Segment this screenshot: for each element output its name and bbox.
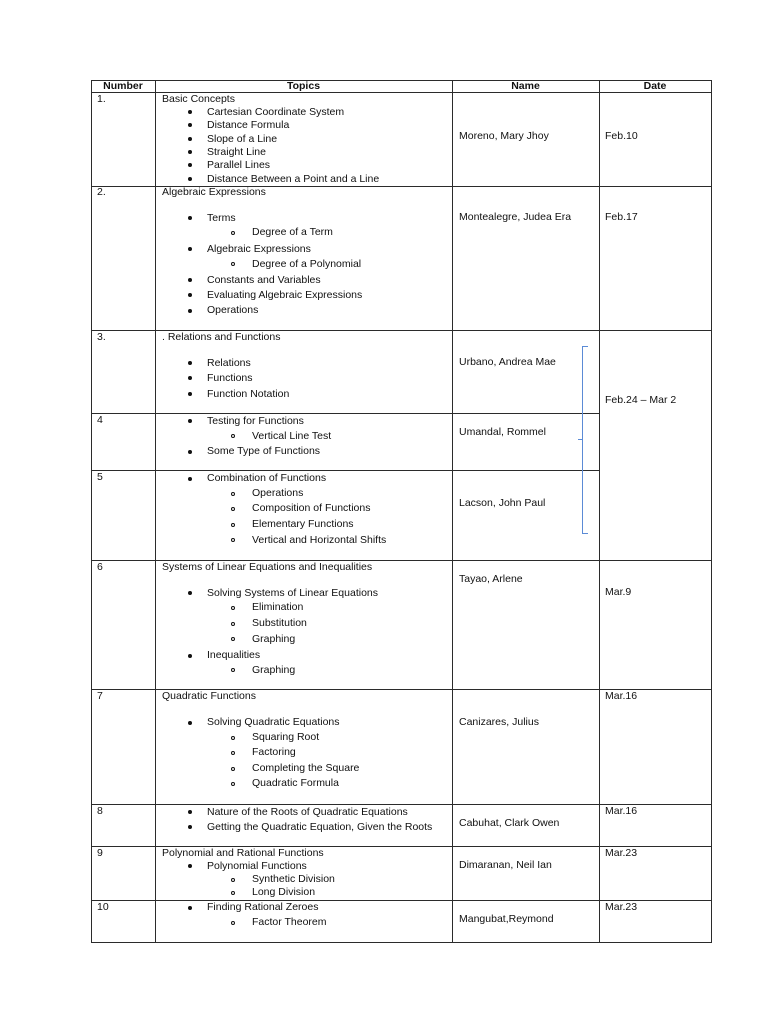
topic-subitem: Synthetic Division	[252, 873, 335, 885]
topic-item: Relations	[207, 357, 251, 369]
topic-subitem: Factor Theorem	[252, 916, 327, 928]
bullet-icon	[188, 293, 192, 297]
header-date: Date	[643, 80, 667, 92]
topic-subitem: Vertical and Horizontal Shifts	[252, 534, 387, 546]
topic-subitem: Long Division	[252, 886, 316, 898]
topic-item: Solving Quadratic Equations	[207, 716, 340, 728]
bullet-icon	[188, 123, 192, 127]
student-name: Canizares, Julius	[459, 716, 539, 728]
topic-item: Solving Systems of Linear Equations	[207, 587, 379, 599]
topic-subitem: Factoring	[252, 746, 296, 758]
table-border-left	[91, 80, 92, 943]
row-number: 1.	[97, 93, 106, 105]
topic-title: Algebraic Expressions	[162, 186, 266, 198]
student-name: Lacson, John Paul	[459, 497, 546, 509]
row-number: 5	[97, 471, 103, 483]
topic-title: Basic Concepts	[162, 93, 235, 105]
topic-item: Operations	[207, 304, 259, 316]
topic-item: Some Type of Functions	[207, 445, 321, 457]
topic-subitem: Vertical Line Test	[252, 430, 332, 442]
report-date: Mar.23	[605, 901, 638, 913]
row-number: 3.	[97, 331, 106, 343]
bracket-tick	[578, 439, 583, 440]
circle-bullet-icon	[231, 782, 235, 786]
header-topics: Topics	[286, 80, 321, 92]
bullet-icon	[188, 137, 192, 141]
topic-item: Getting the Quadratic Equation, Given the Roots	[207, 821, 433, 833]
circle-bullet-icon	[231, 262, 235, 266]
circle-bullet-icon	[231, 492, 235, 496]
student-name: Dimaranan, Neil Ian	[459, 859, 552, 871]
column-divider	[452, 80, 453, 943]
topic-item: Terms	[207, 212, 236, 224]
circle-bullet-icon	[231, 523, 235, 527]
student-name: Mangubat,Reymond	[459, 913, 554, 925]
student-name: Montealegre, Judea Era	[459, 211, 572, 223]
circle-bullet-icon	[231, 736, 235, 740]
bullet-icon	[188, 825, 192, 829]
column-divider	[155, 80, 156, 943]
topic-subitem: Graphing	[252, 633, 296, 645]
topic-subitem: Graphing	[252, 664, 296, 676]
bullet-icon	[188, 247, 192, 251]
report-date: Feb.10	[605, 130, 638, 142]
topic-item: Cartesian Coordinate System	[207, 106, 345, 118]
topic-subitem: Degree of a Polynomial	[252, 258, 362, 270]
report-date: Mar.9	[605, 586, 632, 598]
row-number: 7	[97, 690, 103, 702]
row-number: 6	[97, 561, 103, 573]
header-name: Name	[511, 80, 540, 92]
table-border-bottom	[91, 942, 712, 943]
topic-title: . Relations and Functions	[162, 331, 281, 343]
circle-bullet-icon	[231, 538, 235, 542]
topic-item: Slope of a Line	[207, 133, 278, 145]
topic-subitem: Completing the Square	[252, 762, 360, 774]
row-number: 8	[97, 805, 103, 817]
report-date: Mar.23	[605, 847, 638, 859]
student-name: Moreno, Mary Jhoy	[459, 130, 549, 142]
topic-item: Distance Formula	[207, 119, 290, 131]
bullet-icon	[188, 177, 192, 181]
topic-item: Inequalities	[207, 649, 261, 661]
topic-item: Constants and Variables	[207, 274, 321, 286]
circle-bullet-icon	[231, 231, 235, 235]
row-number: 10	[97, 901, 109, 913]
circle-bullet-icon	[231, 891, 235, 895]
circle-bullet-icon	[231, 507, 235, 511]
bullet-icon	[188, 110, 192, 114]
row-number: 4	[97, 414, 103, 426]
bullet-icon	[188, 309, 192, 313]
circle-bullet-icon	[231, 921, 235, 925]
report-date-merged: Feb.24 – Mar 2	[605, 394, 677, 406]
topic-item: Evaluating Algebraic Expressions	[207, 289, 363, 301]
topic-item: Testing for Functions	[207, 415, 304, 427]
topic-item: Parallel Lines	[207, 159, 271, 171]
student-name: Tayao, Arlene	[459, 573, 523, 585]
bullet-icon	[188, 392, 192, 396]
row-divider	[91, 470, 599, 471]
topic-subitem: Elimination	[252, 601, 304, 613]
topic-item: Functions	[207, 372, 253, 384]
circle-bullet-icon	[231, 434, 235, 438]
student-name: Cabuhat, Clark Owen	[459, 817, 560, 829]
circle-bullet-icon	[231, 767, 235, 771]
circle-bullet-icon	[231, 751, 235, 755]
report-date: Mar.16	[605, 805, 638, 817]
topic-item: Function Notation	[207, 388, 290, 400]
bullet-icon	[188, 361, 192, 365]
table-border-right	[711, 80, 712, 943]
topic-item: Polynomial Functions	[207, 860, 307, 872]
topic-subitem: Elementary Functions	[252, 518, 354, 530]
topic-item: Finding Rational Zeroes	[207, 901, 319, 913]
student-name: Urbano, Andrea Mae	[459, 356, 556, 368]
topic-item: Straight Line	[207, 146, 266, 158]
circle-bullet-icon	[231, 606, 235, 610]
topic-item: Algebraic Expressions	[207, 243, 311, 255]
topic-subitem: Substitution	[252, 617, 307, 629]
report-date: Feb.17	[605, 211, 638, 223]
topic-subitem: Composition of Functions	[252, 502, 371, 514]
topic-title: Quadratic Functions	[162, 690, 256, 702]
bullet-icon	[188, 721, 192, 725]
bullet-icon	[188, 864, 192, 868]
header-number: Number	[103, 80, 143, 92]
topic-item: Combination of Functions	[207, 472, 327, 484]
topic-subitem: Operations	[252, 487, 304, 499]
bullet-icon	[188, 216, 192, 220]
bracket-icon	[582, 346, 588, 534]
bullet-icon	[188, 163, 192, 167]
bullet-icon	[188, 376, 192, 380]
bullet-icon	[188, 654, 192, 658]
bullet-icon	[188, 810, 192, 814]
bullet-icon	[188, 419, 192, 423]
report-date: Mar.16	[605, 690, 638, 702]
topic-title: Polynomial and Rational Functions	[162, 847, 324, 859]
circle-bullet-icon	[231, 668, 235, 672]
bullet-icon	[188, 450, 192, 454]
topic-subitem: Degree of a Term	[252, 226, 333, 238]
row-divider	[91, 413, 599, 414]
circle-bullet-icon	[231, 637, 235, 641]
topic-subitem: Squaring Root	[252, 731, 320, 743]
circle-bullet-icon	[231, 878, 235, 882]
column-divider	[599, 80, 600, 943]
topic-subitem: Quadratic Formula	[252, 777, 339, 789]
bullet-icon	[188, 477, 192, 481]
student-name: Umandal, Rommel	[459, 426, 546, 438]
bullet-icon	[188, 278, 192, 282]
topic-title: Systems of Linear Equations and Inequalities	[162, 561, 373, 573]
bullet-icon	[188, 591, 192, 595]
topic-item: Nature of the Roots of Quadratic Equations	[207, 806, 408, 818]
circle-bullet-icon	[231, 622, 235, 626]
bullet-icon	[188, 150, 192, 154]
row-number: 9	[97, 847, 103, 859]
topic-item: Distance Between a Point and a Line	[207, 173, 380, 185]
row-number: 2.	[97, 186, 106, 198]
bullet-icon	[188, 906, 192, 910]
